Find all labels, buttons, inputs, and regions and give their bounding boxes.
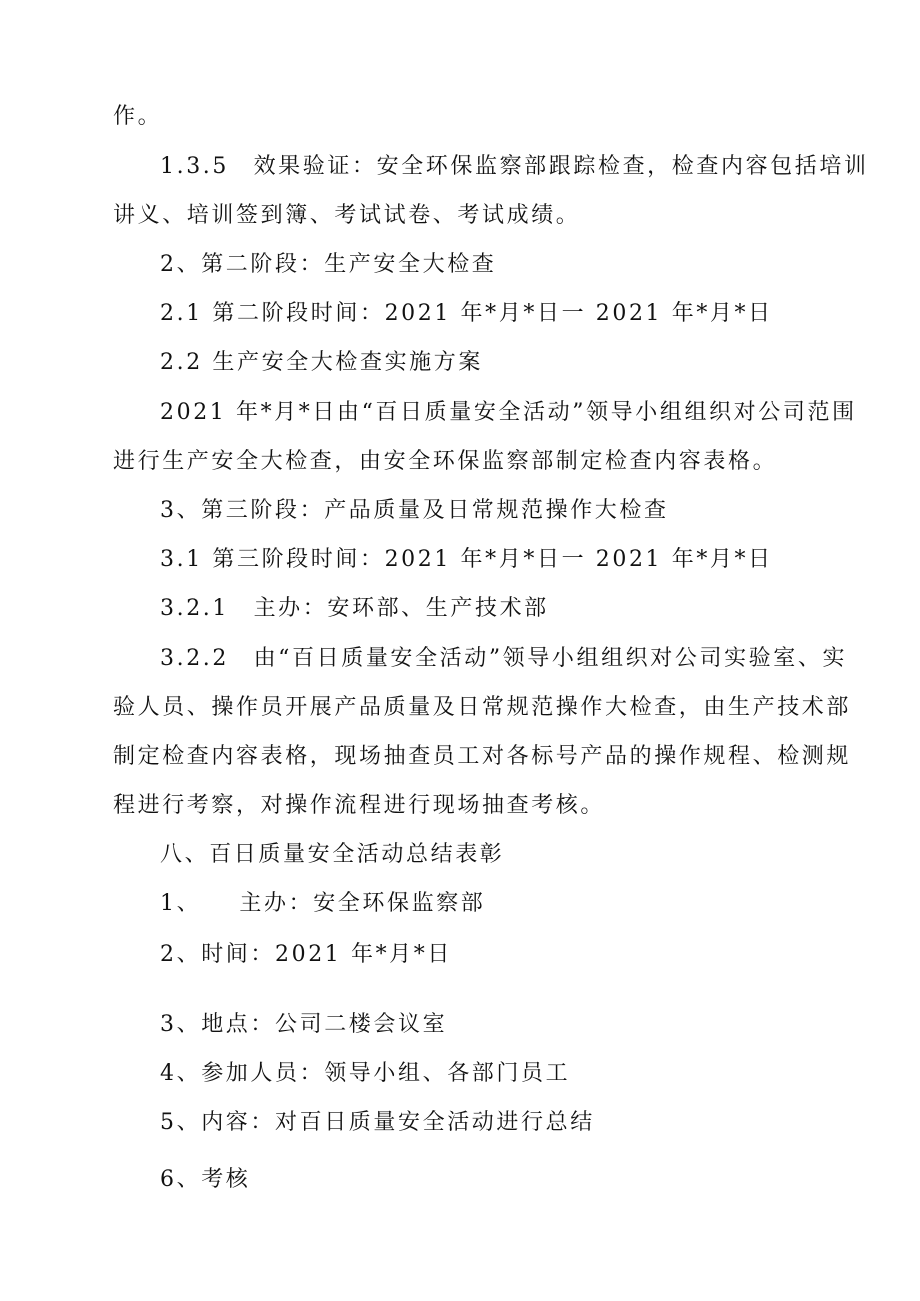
text-line: 3.2.2 由“百日质量安全活动”领导小组组织对公司实验室、实	[160, 646, 848, 671]
section-heading: 3、第三阶段：产品质量及日常规范操作大检查	[160, 498, 669, 523]
text-line: 验人员、操作员开展产品质量及日常规范操作大检查，由生产技术部	[113, 695, 852, 720]
text-line: 进行生产安全大检查，由安全环保监察部制定检查内容表格。	[113, 449, 778, 474]
section-heading: 2、第二阶段：生产安全大检查	[160, 252, 497, 277]
text-line: 作。	[113, 104, 163, 129]
text-line: 1、 主办：安全环保监察部	[160, 891, 486, 916]
text-line: 4、参加人员：领导小组、各部门员工	[160, 1061, 571, 1086]
text-line: 讲义、培训签到簿、考试试卷、考试成绩。	[113, 203, 581, 228]
text-line: 6、考核	[160, 1167, 251, 1192]
section-heading: 八、百日质量安全活动总结表彰	[160, 842, 505, 867]
text-line: 2、时间：2021 年*月*日	[160, 942, 452, 967]
text-line: 3.1 第三阶段时间：2021 年*月*日一 2021 年*月*日	[160, 547, 773, 572]
text-line: 3.2.1 主办：安环部、生产技术部	[160, 596, 549, 621]
text-line: 制定检查内容表格，现场抽查员工对各标号产品的操作规程、检测规	[113, 744, 852, 769]
text-line: 2.1 第二阶段时间：2021 年*月*日一 2021 年*月*日	[160, 301, 773, 326]
text-line: 1.3.5 效果验证：安全环保监察部跟踪检查，检查内容包括培训	[160, 154, 869, 179]
text-line: 3、地点：公司二楼会议室	[160, 1012, 448, 1037]
text-line: 程进行考察，对操作流程进行现场抽查考核。	[113, 793, 606, 818]
text-line: 2.2 生产安全大检查实施方案	[160, 350, 483, 375]
text-line: 2021 年*月*日由“百日质量安全活动”领导小组组织对公司范围	[160, 400, 857, 425]
text-line: 5、内容：对百日质量安全活动进行总结	[160, 1110, 595, 1135]
